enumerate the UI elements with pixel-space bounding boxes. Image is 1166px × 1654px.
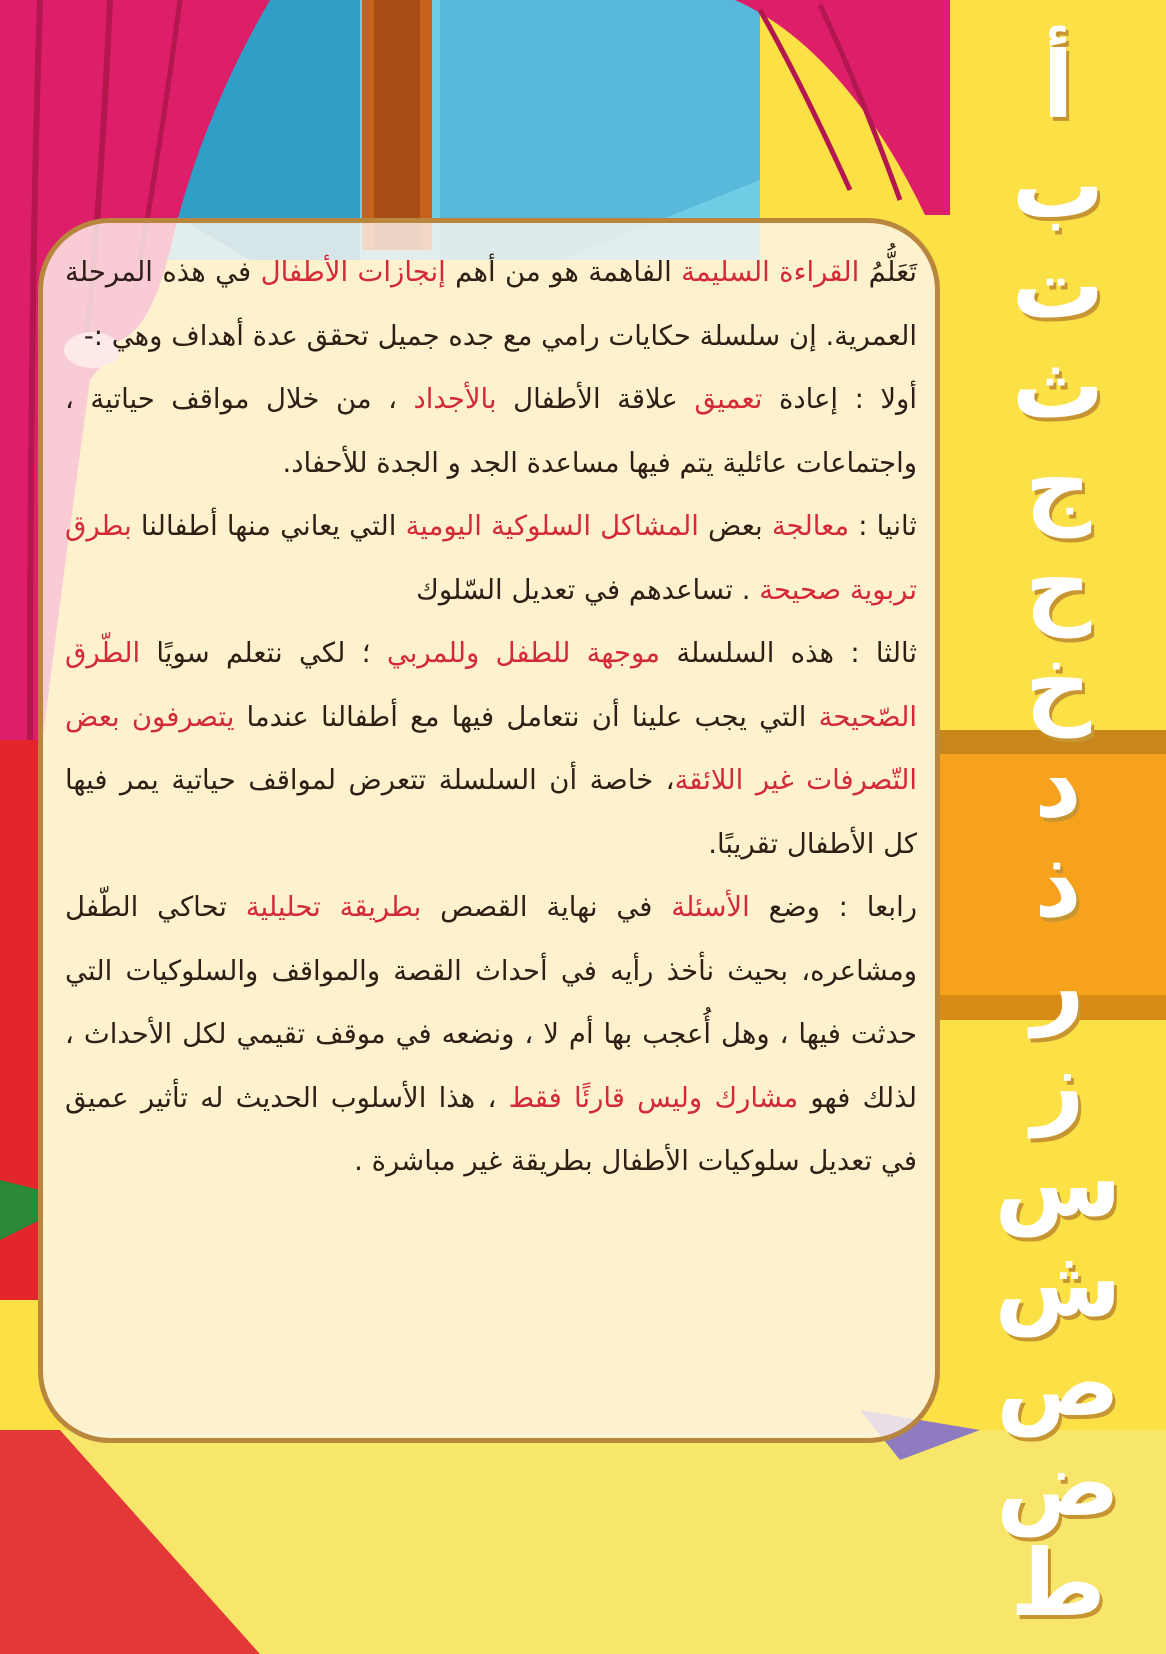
title-letter: ز xyxy=(1031,1030,1085,1138)
text-segment: ، خاصة أن السلسلة تتعرض لمواقف حياتية يمر فيها كل الأطفال تقريبًا. xyxy=(65,764,917,860)
highlight-segment: القراءة السليمة xyxy=(681,256,860,288)
text-segment: أولا : إعادة xyxy=(762,383,917,415)
text-segment: ثالثا : هذه السلسلة xyxy=(660,637,918,669)
highlight-segment: إنجازات الأطفال xyxy=(260,256,446,288)
title-letter: أ xyxy=(1042,32,1074,139)
goal-two-paragraph xyxy=(65,495,917,622)
highlight-segment: تعميق xyxy=(694,383,763,415)
highlight-segment: بالأجداد xyxy=(413,383,497,415)
window-frame-post-inner xyxy=(374,0,420,250)
highlight-segment: بطرق تربوية صحيحة xyxy=(65,510,917,606)
title-letter: ض xyxy=(996,1430,1120,1538)
goal-four-paragraph xyxy=(65,876,917,1194)
goal-one-paragraph xyxy=(65,368,917,495)
highlight-segment: مشارك وليس قارئًا فقط xyxy=(508,1081,799,1114)
highlight-segment: الأسئلة xyxy=(671,891,750,923)
text-segment: بعض xyxy=(698,510,772,542)
title-letter: ر xyxy=(1031,930,1085,1038)
intro-paragraph xyxy=(65,241,917,368)
title-letter: ب xyxy=(1011,131,1105,239)
text-segment: في نهاية القصص xyxy=(421,891,672,923)
highlight-segment: المشاكل السلوكية اليومية xyxy=(405,510,699,542)
text-segment: التي يعاني منها أطفالنا xyxy=(131,510,406,542)
text-segment: ، هذا الأسلوب الحديث له تأثير عميق في تعديل سلوكيات الأطفال بطريقة غير مباشرة . xyxy=(65,1081,917,1177)
title-letter: خ xyxy=(1024,631,1092,739)
title-letter: ث xyxy=(1011,331,1105,439)
text-segment: رابعا : وضع xyxy=(749,891,917,923)
text-segment: علاقة الأطفال xyxy=(496,383,695,415)
text-segment: تَعَلُّمُ xyxy=(859,256,917,288)
text-segment: . تساعدهم في تعديل السّلوك xyxy=(416,573,760,606)
text-segment: الفاهمة هو من أهم xyxy=(445,256,682,288)
title-letter: ت xyxy=(1011,231,1105,339)
text-card xyxy=(38,218,940,1443)
alphabet-side-title xyxy=(948,32,1166,1637)
text-segment: ثانيا : xyxy=(849,510,918,542)
title-letter: ج xyxy=(1024,431,1092,539)
text-segment: في هذه المرحلة العمرية. إن سلسلة حكايات رامي مع جده جميل تحقق عدة أهداف وهي :- xyxy=(65,256,917,352)
title-letter: ص xyxy=(996,1330,1120,1438)
highlight-segment: موجهة للطفل وللمربي xyxy=(386,637,660,669)
highlight-segment: يتصرفون بعض التّصرفات غير اللائقة xyxy=(65,700,917,796)
title-letter: س xyxy=(994,1130,1122,1238)
highlight-segment: معالجة xyxy=(771,510,850,542)
title-letter: ط xyxy=(1010,1529,1106,1637)
title-letter: ح xyxy=(1024,531,1092,639)
goal-three-paragraph xyxy=(65,622,917,876)
title-letter: د xyxy=(1034,731,1082,839)
text-segment: تحاكي الطّفل ومشاعره، بحيث نأخذ رأيه في أحداث القصة والمواقف والسلوكيات التي حدثت فيها ، وهل أُعجب بها أم لا ، ونضعه في موقف تقيمي لكل الأحداث ، لذلك فهو xyxy=(65,891,917,1114)
text-segment: التي يجب علينا أن نتعامل فيها مع أطفالنا عندما xyxy=(234,700,819,733)
title-letter: ش xyxy=(994,1230,1122,1338)
highlight-segment: الطّرق الصّحيحة xyxy=(65,637,917,733)
text-segment: ؛ لكي نتعلم سويًا xyxy=(140,637,387,669)
title-letter: ذ xyxy=(1034,830,1082,938)
highlight-segment: بطريقة تحليلية xyxy=(245,891,422,923)
text-segment: ، من خلال مواقف حياتية ، واجتماعات عائلية يتم فيها مساعدة الجد و الجدة للأحفاد. xyxy=(65,383,917,479)
